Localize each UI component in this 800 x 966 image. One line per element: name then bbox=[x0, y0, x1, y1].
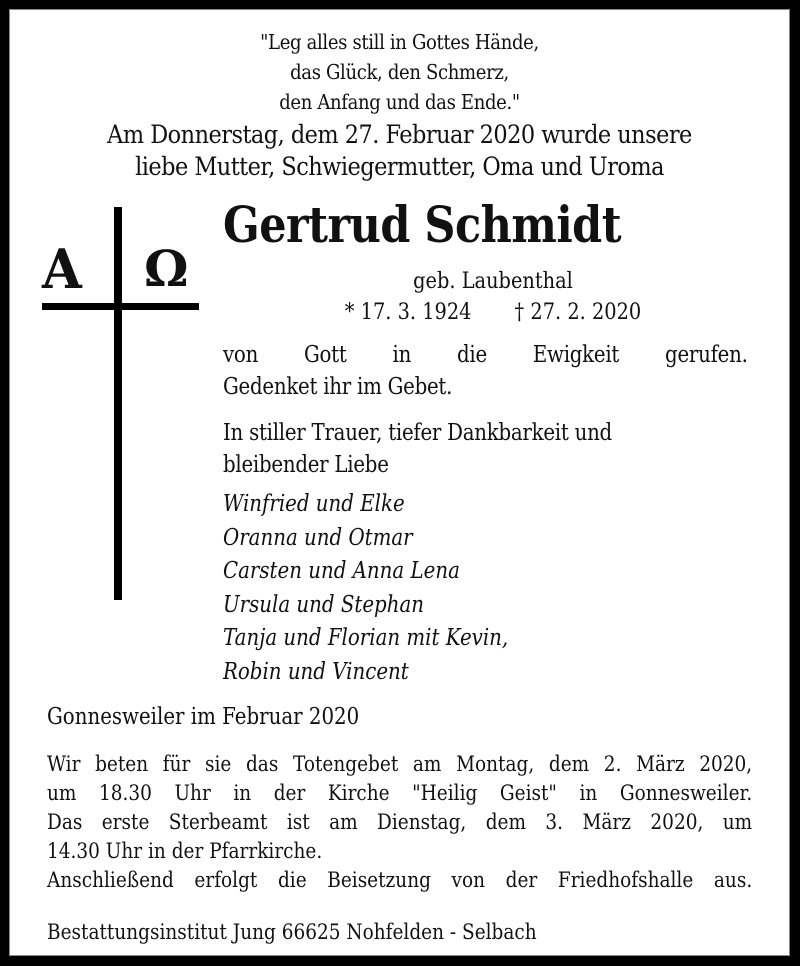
mourning-line: In stiller Trauer, tiefer Dankbarkeit und bbox=[223, 420, 612, 446]
service-info bbox=[47, 750, 752, 895]
obituary-notice bbox=[9, 9, 790, 956]
called-to-eternity bbox=[223, 339, 749, 403]
bible-quote bbox=[56, 27, 743, 117]
mourners-list bbox=[223, 488, 756, 689]
mourner: Tanja und Florian mit Kevin, bbox=[223, 625, 509, 651]
mourning-line: bleibender Liebe bbox=[223, 452, 389, 478]
service-line: Das erste Sterbeamt ist am Dienstag, dem 3. März 2020, um bbox=[47, 810, 753, 835]
quote-line: den Anfang und das Ende." bbox=[279, 90, 520, 114]
quote-line: das Glück, den Schmerz, bbox=[290, 60, 509, 84]
cross-icon-horizontal-bar bbox=[42, 303, 199, 310]
mourner: Winfried und Elke bbox=[223, 491, 405, 517]
service-line: um 18.30 Uhr in der Kirche "Heilig Geist" in Gonnesweiler. bbox=[47, 781, 753, 806]
funeral-home: Bestattungsinstitut Jung 66625 Nohfelden - Selbach bbox=[47, 920, 537, 945]
intro-text bbox=[56, 119, 743, 183]
quote-line: "Leg alles still in Gottes Hände, bbox=[260, 30, 539, 54]
mourner: Robin und Vincent bbox=[223, 658, 409, 685]
omega-icon: Ω bbox=[144, 239, 189, 298]
alpha-icon: A bbox=[42, 237, 82, 301]
service-line: 14.30 Uhr in der Pfarrkirche. bbox=[47, 839, 323, 864]
called-line: von Gott in die Ewigkeit gerufen. bbox=[223, 342, 748, 368]
mourner: Oranna und Otmar bbox=[223, 524, 413, 551]
service-line: Wir beten für sie das Totengebet am Montag, dem 2. März 2020, bbox=[47, 752, 753, 777]
mourner: Carsten und Anna Lena bbox=[223, 558, 460, 584]
intro-line: liebe Mutter, Schwiegermutter, Oma und Uroma bbox=[135, 152, 664, 182]
intro-line: Am Donnerstag, dem 27. Februar 2020 wurde unsere bbox=[107, 120, 692, 150]
called-line: Gedenket ihr im Gebet. bbox=[223, 374, 453, 400]
place-and-date: Gonnesweiler im Februar 2020 bbox=[47, 704, 360, 730]
service-line: Anschließend erfolgt die Beisetzung von der Friedhofshalle aus. bbox=[47, 868, 753, 893]
life-dates: * 17. 3. 1924 † 27. 2. 2020 bbox=[344, 300, 642, 325]
birth-name: geb. Laubenthal bbox=[413, 269, 573, 294]
mourner: Ursula und Stephan bbox=[223, 591, 424, 618]
mourning-text bbox=[223, 417, 749, 481]
cross-icon-vertical-bar bbox=[114, 207, 122, 600]
deceased-name: Gertrud Schmidt bbox=[223, 195, 622, 254]
